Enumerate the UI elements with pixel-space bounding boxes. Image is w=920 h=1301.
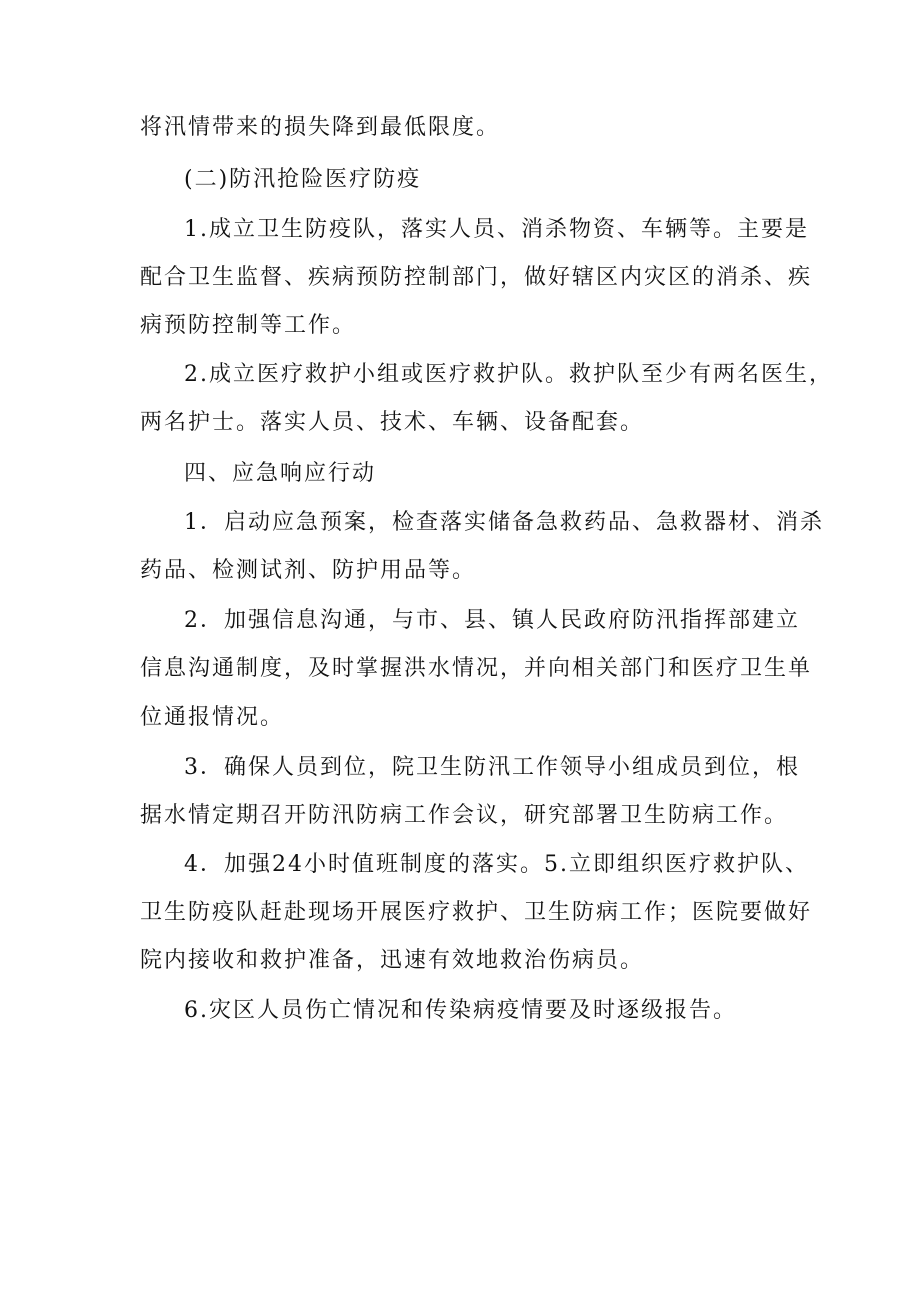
text-line: 6.灾区人员伤亡情况和传染病疫情要及时逐级报告。	[184, 998, 737, 1023]
text-line: 1．启动应急预案，检查落实储备急救药品、急救器材、消杀	[184, 510, 824, 535]
text-line: 3．确保人员到位，院卫生防汛工作领导小组成员到位，根	[184, 755, 800, 780]
text-line: 卫生防疫队赶赴现场开展医疗救护、卫生防病工作；医院要做好	[140, 900, 813, 925]
text-line: 信息沟通制度，及时掌握洪水情况，并向相关部门和医疗卫生单	[140, 656, 813, 681]
text-line: 病预防控制等工作。	[140, 313, 357, 338]
section-heading: (二)防汛抢险医疗防疫	[184, 167, 422, 192]
text-line: 4．加强24小时值班制度的落实。5.立即组织医疗救护队、	[184, 852, 809, 877]
text-line: 配合卫生监督、疾病预防控制部门，做好辖区内灾区的消杀、疾	[140, 265, 813, 290]
text-line: 将汛情带来的损失降到最低限度。	[140, 115, 501, 140]
text-line: 位通报情况。	[140, 705, 285, 730]
text-line: 两名护士。落实人员、技术、车辆、设备配套。	[140, 410, 645, 435]
text-line: 院内接收和救护准备，迅速有效地救治伤病员。	[140, 948, 645, 973]
text-line: 据水情定期召开防汛防病工作会议，研究部署卫生防病工作。	[140, 803, 789, 828]
text-line: 2.成立医疗救护小组或医疗救护队。救护队至少有两名医生，	[184, 362, 833, 387]
section-heading: 四、应急响应行动	[184, 461, 377, 486]
text-line: 1.成立卫生防疫队，落实人员、消杀物资、车辆等。主要是	[184, 217, 809, 242]
text-line: 药品、检测试剂、防护用品等。	[140, 558, 477, 583]
text-line: 2．加强信息沟通，与市、县、镇人民政府防汛指挥部建立	[184, 608, 800, 633]
